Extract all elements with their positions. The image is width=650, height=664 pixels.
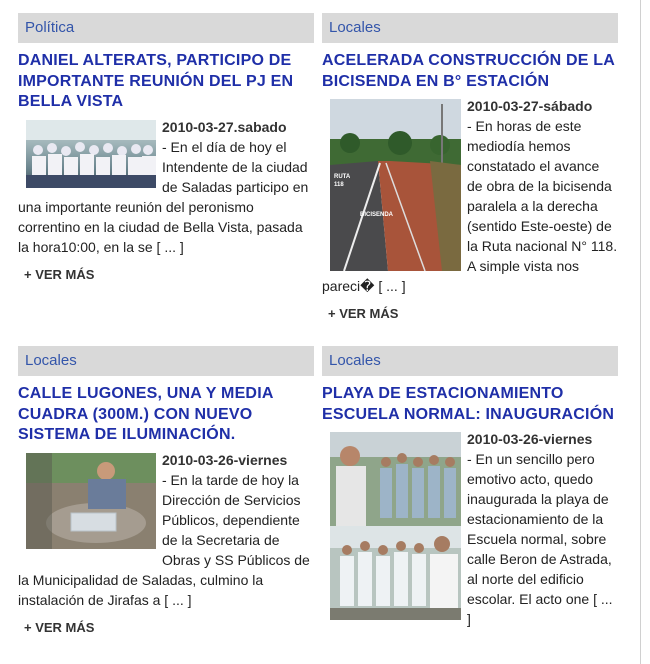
article-title[interactable]: DANIEL ALTERATS, PARTICIPO DE IMPORTANTE REUNIÓN DEL PJ EN BELLA VISTA — [18, 52, 294, 110]
article-photo[interactable] — [26, 120, 156, 188]
group-photo-image — [26, 120, 156, 188]
read-more-link[interactable]: + VER MÁS — [24, 266, 95, 282]
article-excerpt: - En un sencillo pero emotivo acto, quedo inaugurada la playa de estacionamiento de la Escuela normal, sobre calle Beron de Astrada, al norte del edificio escolar. El acto one [ ... ] — [467, 451, 613, 627]
photo-label-bicisenda: BICISENDA — [360, 212, 394, 218]
article-body — [18, 450, 314, 610]
article-date: 2010-03-27-sábado — [467, 98, 593, 114]
news-card-politica — [18, 13, 314, 282]
article-photo[interactable] — [26, 453, 156, 549]
article-photo[interactable] — [330, 432, 461, 620]
article-date: 2010-03-27.sabado — [162, 118, 287, 135]
inauguration-photo-image — [330, 432, 461, 620]
news-card-locales-lugones — [18, 346, 314, 635]
article-excerpt: - En horas de este mediodía hemos constatado el avance de obra de la bicisenda paralela a la derecha (sentido Este-oeste) de la Ruta nacional N° 118. A simple vista nos pareci� [ ... ] — [322, 118, 618, 294]
category-header[interactable]: Locales — [18, 346, 314, 376]
article-date: 2010-03-26-viernes — [467, 431, 593, 447]
page-divider — [640, 0, 641, 664]
article-body — [18, 117, 314, 257]
article-excerpt: - En el día de hoy el Intendente de la ciudad de Saladas participo en una importante reunión del peronismo correntino en la ciudad de Bella Vista, pasada la hora10:00, en la se [ ... ] — [18, 138, 309, 255]
article-date: 2010-03-26-viernes — [162, 451, 288, 468]
article-title[interactable]: PLAYA DE ESTACIONAMIENTO ESCUELA NORMAL: INAUGURACIÓN — [322, 385, 615, 423]
read-more-link[interactable]: + VER MÁS — [328, 306, 399, 321]
article-title[interactable]: ACELERADA CONSTRUCCIÓN DE LA BICISENDA EN B° ESTACIÓN — [322, 52, 615, 90]
article-body — [322, 429, 618, 629]
category-header[interactable]: Política — [18, 13, 314, 43]
article-title[interactable]: CALLE LUGONES, UNA Y MEDIA CUADRA (300M.) CON NUEVO SISTEMA DE ILUMINACIÓN. — [18, 385, 273, 443]
news-card-locales-playa — [322, 346, 618, 629]
article-excerpt: - En la tarde de hoy la Dirección de Servicios Públicos, dependiente de la Secretaria de Obras y SS Públicos de la Municipalidad de Saladas, culmino la instalación de Jirafas a [ ... ] — [18, 471, 310, 608]
photo-label-ruta: RUTA 118 — [334, 174, 350, 188]
category-header[interactable]: Locales — [322, 13, 618, 43]
read-more-link[interactable]: + VER MÁS — [24, 619, 95, 635]
news-card-locales-bicisenda — [322, 13, 618, 321]
article-body — [322, 96, 618, 296]
article-photo[interactable] — [330, 99, 461, 271]
category-header[interactable]: Locales — [322, 346, 618, 376]
lighting-work-photo-image — [26, 453, 156, 549]
